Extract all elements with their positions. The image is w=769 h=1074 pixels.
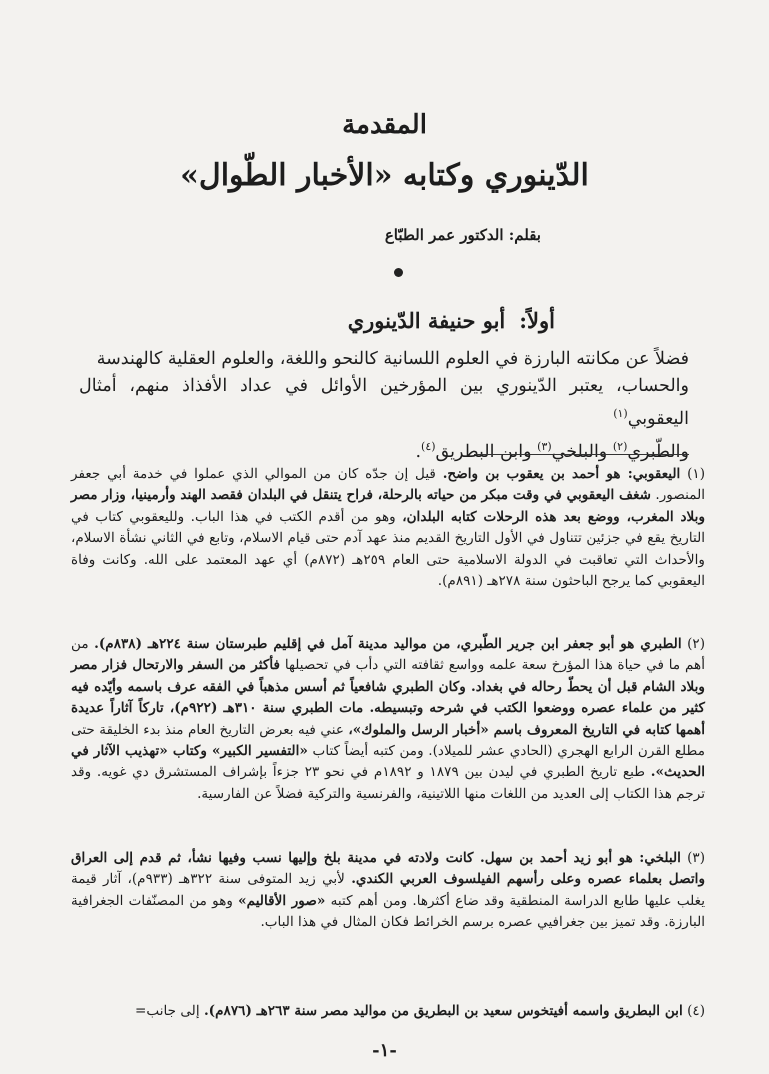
intro-line: فضلاً عن مكانته البارزة في العلوم اللسانية كالنحو واللغة، والعلوم العقلية كالهندسة xyxy=(96,349,689,369)
footnote-lead: الطبري هو أبو جعفر ابن جرير الطّبري، من مواليد مدينة آمل في إقليم طبرستان سنة ٢٢٤هـ (٨٣٨م). xyxy=(94,636,682,652)
footnote-1 xyxy=(71,464,705,592)
footnote-lead: اليعقوبي: هو أحمد بن يعقوب بن واضح. xyxy=(442,466,681,482)
footnote-text: عني فيه بعرض التاريخ العام منذ بدء الخليقة حتى مطلع القرن الرابع الهجري (الحادي عشر للميلاد). ومن كتبه أيضاً كتاب xyxy=(71,721,705,760)
footnote-text: من أهم ما في حياة هذا المؤرخ سعة علمه وواسع ثقافته التي دأب في تحصيلها xyxy=(71,636,705,674)
intro-text: . xyxy=(415,441,422,462)
page-number: -١- xyxy=(372,1040,397,1061)
footnote-lead: البلخي: هو أبو زيد أحمد بن سهل. كانت ولادته في مدينة بلخ وإليها نسب وفيها نشأ، ثم قدم إلى العراق واتصل بعلماء عصره وعلى رأسهم الفيلسوف العربي الكندي. xyxy=(71,850,706,888)
footnote-text: فأكثر من السفر والارتحال فزار مصر وبلاد الشام قبل أن يحطّ رحاله في بغداد. وكان الطبري شافعياً ثم أسس مذهباً في الفقه عرف باسمه وأيّده فيه كثير من علماء عصره ووضعوا الكتب في شرحه وتبسيطه. مات الطبري سنة ٣١٠هـ (٩٢٢م)، تاركاً آثاراً عديدة أهمها كتابه في التاريخ المعروف باسم «أخبار الرسل والملوك»، xyxy=(71,657,705,738)
footnote-text: طبع تاريخ الطبري في ليدن بين ١٨٧٩ و ١٨٩٢م في نحو ٢٣ جزءاً بإشراف المستشرق دي غويه. وقد ترجم هذا الكتاب إلى العديد من اللغات منها اللاتينية، والفرنسية والتركية فضلاً عن الفارسية. xyxy=(71,764,705,802)
intro-text: والبلخي xyxy=(551,441,608,462)
footnote-text: «التفسير الكبير» وكتاب «تهذيب الآثار في الحديث». xyxy=(71,743,705,781)
footnote-ref: (٢) xyxy=(612,439,628,453)
section-heading xyxy=(348,308,555,333)
intro-text: والحساب، يعتبر الدّينوري بين المؤرخين الأوائل في عداد الأفذاذ منهم، أمثال اليعقوبي xyxy=(79,376,689,429)
page-title: المقدمة xyxy=(342,110,427,140)
author-byline: بقلم: الدكتور عمر الطبّاع xyxy=(384,226,541,244)
footnote-2 xyxy=(71,634,705,805)
footnote-text: شغف اليعقوبي في وقت مبكر من حياته بالرحلة، فراح يتنقل في البلدان فقصد الهند وأرمينيا، وزار مصر وبلاد المغرب، ووضع بعد هذه الرحلات كتابه البلدان، xyxy=(71,487,706,525)
footnote-number: (١) xyxy=(687,466,705,482)
page-subtitle: الدّينوري وكتابه «الأخبار الطّوال» xyxy=(180,158,589,193)
footnote-number: (٣) xyxy=(687,850,705,866)
footnote-ref: (٣) xyxy=(537,439,552,453)
footnote-text: لأبي زيد المتوفى سنة ٣٢٢هـ (٩٣٣م)، آثار قيمة يغلب عليها طابع الدراسة المنطقية وقد ضاع أكثرها. ومن أهم كتبه xyxy=(71,871,706,909)
intro-text: والطّبري xyxy=(627,441,689,462)
footnote-text: وهو من أقدم الكتب في هذا الباب. ولليعقوبي كتاب في التاريخ يقع في جزئين تتناول في الأول التاريخ القديم منذ عهد آدم حتى قيام الاسلام، وتابع في الثاني نشأة الاسلام، والأحداث التي تعاقبت في الدولة الاسلامية حتى العام ٢٥٩هـ (٨٧٢م) أي عهد المعتمد على الله. وكانت وفاة اليعقوبي كما يرجح الباحثون سنة ٢٧٨هـ (٨٩١م). xyxy=(71,508,705,590)
footnote-4 xyxy=(71,1001,705,1022)
footnote-number: (٢) xyxy=(687,636,705,652)
section-number: أولاً: xyxy=(519,308,555,333)
footnote-text: وهو من المصنّفات الجغرافية البارزة. وقد تميز بين جغرافيي عصره برسم الخرائط فكان المثال في هذا الباب. xyxy=(71,892,705,931)
footnote-ref: (٤) xyxy=(421,439,436,453)
intro-text: وابن البطريق xyxy=(435,441,532,462)
footnote-text: إلى جانب= xyxy=(134,1003,200,1019)
bullet-dot-icon xyxy=(394,268,403,277)
footnote-text: قيل إن جدّه كان من الموالي الذي عملوا في خدمة أبي جعفر المنصور. xyxy=(71,466,705,504)
footnote-lead: ابن البطريق واسمه أفيتخوس سعيد بن البطريق من مواليد مصر سنة ٢٦٣هـ (٨٧٦م). xyxy=(203,1003,683,1019)
footnote-3 xyxy=(71,848,705,934)
intro-line xyxy=(79,433,689,466)
intro-paragraph xyxy=(79,346,689,466)
footnote-text: «صور الأقاليم» xyxy=(238,892,326,909)
intro-line xyxy=(79,373,689,433)
section-title: أبو حنيفة الدّينوري xyxy=(347,308,506,333)
footnote-divider xyxy=(474,454,689,455)
footnote-number: (٤) xyxy=(687,1003,705,1019)
footnote-ref: (١) xyxy=(613,407,628,420)
